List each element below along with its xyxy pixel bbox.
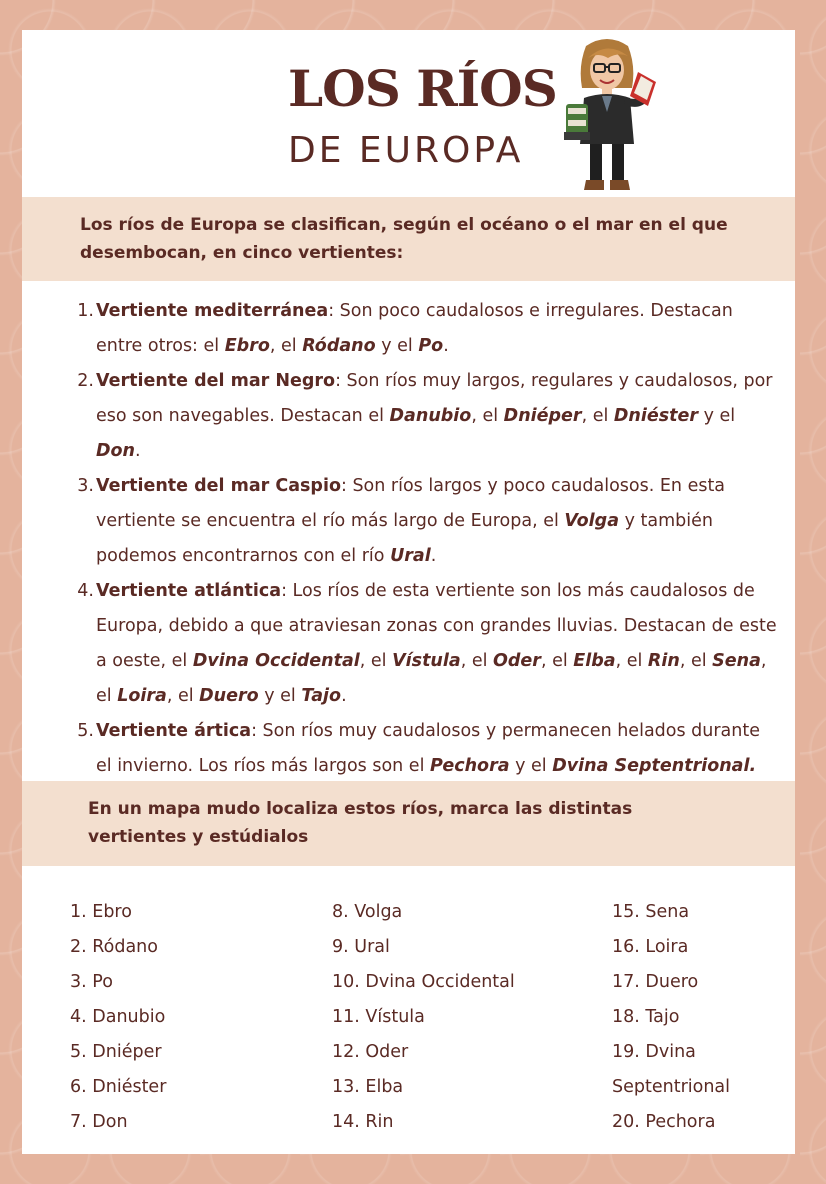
list-item: 15. Sena: [612, 902, 690, 922]
vertiente-text: .: [430, 546, 437, 566]
header: [22, 30, 795, 195]
list-item: 14. Rin: [332, 1112, 394, 1132]
river-name: Rin: [647, 651, 680, 671]
list-item: 10. Dvina Occidental: [332, 972, 515, 992]
vertiente-item: [22, 294, 795, 364]
river-name: Don: [96, 441, 136, 461]
vertiente-text: : Son poco caudalosos e irregulares. Destacan entre otros: el: [96, 301, 733, 356]
vertiente-number: 1.: [77, 301, 94, 321]
vertiente-text: .: [443, 336, 449, 356]
river-name: Sena: [712, 651, 761, 671]
list-item: 1. Ebro: [70, 902, 132, 922]
worksheet-page: [22, 30, 795, 1154]
river-name: Duero: [199, 686, 259, 706]
river-name: Dvina Septentrional.: [552, 756, 757, 776]
vertiente-number: 5.: [77, 721, 94, 741]
list-item: 8. Volga: [332, 902, 403, 922]
vertiente-text: , el: [269, 336, 303, 356]
list-item: 2. Ródano: [70, 937, 158, 957]
vertiente-text: .: [135, 441, 141, 461]
vertiente-name: Vertiente mediterránea: [96, 301, 329, 321]
vertiente-text: , el: [460, 651, 494, 671]
vertiente-text: : Son ríos muy largos, regulares y caudalosos, por eso son navegables. Destacan el: [96, 371, 773, 426]
list-item: 17. Duero: [612, 972, 699, 992]
vertiente-name: Vertiente atlántica: [96, 581, 282, 601]
river-name: Danubio: [389, 406, 472, 426]
river-name: Pechora: [430, 756, 510, 776]
list-item: 11. Vístula: [332, 1007, 425, 1027]
vertiente-text: y el: [698, 406, 736, 426]
river-name: Ural: [390, 546, 431, 566]
vertiente-text: y el: [375, 336, 419, 356]
river-name: Tajo: [301, 686, 342, 706]
river-name: Dniéster: [613, 406, 699, 426]
river-name: Ródano: [302, 336, 376, 356]
list-item: 6. Dniéster: [70, 1077, 167, 1097]
vertiente-text: , el: [166, 686, 200, 706]
vertiente-text: .: [341, 686, 347, 706]
vertiente-text: : Son ríos muy caudalosos y permanecen helados durante el invierno. Los ríos más largos son el: [96, 721, 760, 776]
list-item: 4. Danubio: [70, 1007, 166, 1027]
river-name: Dniéper: [503, 406, 582, 426]
teacher-avatar-illustration: [552, 36, 662, 194]
list-item: 7. Don: [70, 1112, 128, 1132]
river-name: Oder: [493, 651, 541, 671]
list-item: 3. Po: [70, 972, 113, 992]
river-name: Dvina Occidental: [192, 651, 360, 671]
list-item: 13. Elba: [332, 1077, 404, 1097]
vertientes-list: [22, 294, 795, 784]
vertiente-item: [22, 574, 795, 714]
intro-band: Los ríos de Europa se clasifican, según el océano o el mar en el que desembocan, en cinco vertientes:: [22, 197, 795, 281]
list-item: 12. Oder: [332, 1042, 409, 1062]
vertiente-name: Vertiente ártica: [96, 721, 252, 741]
vertiente-text: , el: [96, 651, 767, 706]
vertiente-text: y también podemos encontrarnos con el río: [96, 511, 713, 566]
vertiente-name: Vertiente del mar Caspio: [96, 476, 341, 496]
list-item: 20. Pechora: [612, 1112, 716, 1132]
task-band: En un mapa mudo localiza estos ríos, marca las distintas vertientes y estúdialos: [22, 781, 795, 866]
river-name: Ebro: [224, 336, 270, 356]
river-name: Volga: [564, 511, 620, 531]
page-title: LOS RÍOS: [288, 59, 557, 118]
vertiente-number: 4.: [77, 581, 94, 601]
vertiente-item: [22, 364, 795, 469]
river-name: Vístula: [392, 651, 461, 671]
rivers-column-1: [70, 895, 166, 1140]
vertiente-text: y el: [509, 756, 553, 776]
rivers-column-2: [332, 895, 515, 1140]
rivers-column-3: [612, 895, 730, 1140]
vertiente-text: , el: [471, 406, 504, 426]
vertiente-item: [22, 714, 795, 784]
river-name: Po: [418, 336, 444, 356]
list-item: 19. Dvina: [612, 1042, 696, 1062]
list-item: 9. Ural: [332, 937, 390, 957]
list-item: 16. Loira: [612, 937, 689, 957]
vertiente-text: , el: [679, 651, 713, 671]
vertiente-text: , el: [615, 651, 648, 671]
vertiente-item: [22, 469, 795, 574]
vertiente-text: y el: [258, 686, 302, 706]
list-item: Septentrional: [612, 1077, 731, 1097]
list-item: 18. Tajo: [612, 1007, 680, 1027]
vertiente-text: , el: [581, 406, 614, 426]
vertiente-number: 3.: [77, 476, 94, 496]
vertiente-text: , el: [540, 651, 574, 671]
vertiente-text: : Son ríos largos y poco caudalosos. En esta vertiente se encuentra el río más largo de Europa, el: [96, 476, 726, 531]
vertiente-name: Vertiente del mar Negro: [96, 371, 336, 391]
vertiente-number: 2.: [77, 371, 94, 391]
river-name: Elba: [573, 651, 616, 671]
page-subtitle: DE EUROPA: [288, 130, 524, 171]
river-name: Loira: [117, 686, 167, 706]
list-item: 5. Dniéper: [70, 1042, 162, 1062]
vertiente-text: : Los ríos de esta vertiente son los más caudalosos de Europa, debido a que atraviesan zonas con grandes lluvias. Destacan de este a oeste, el: [96, 581, 777, 671]
rivers-list: [22, 895, 795, 1140]
vertiente-text: , el: [359, 651, 393, 671]
